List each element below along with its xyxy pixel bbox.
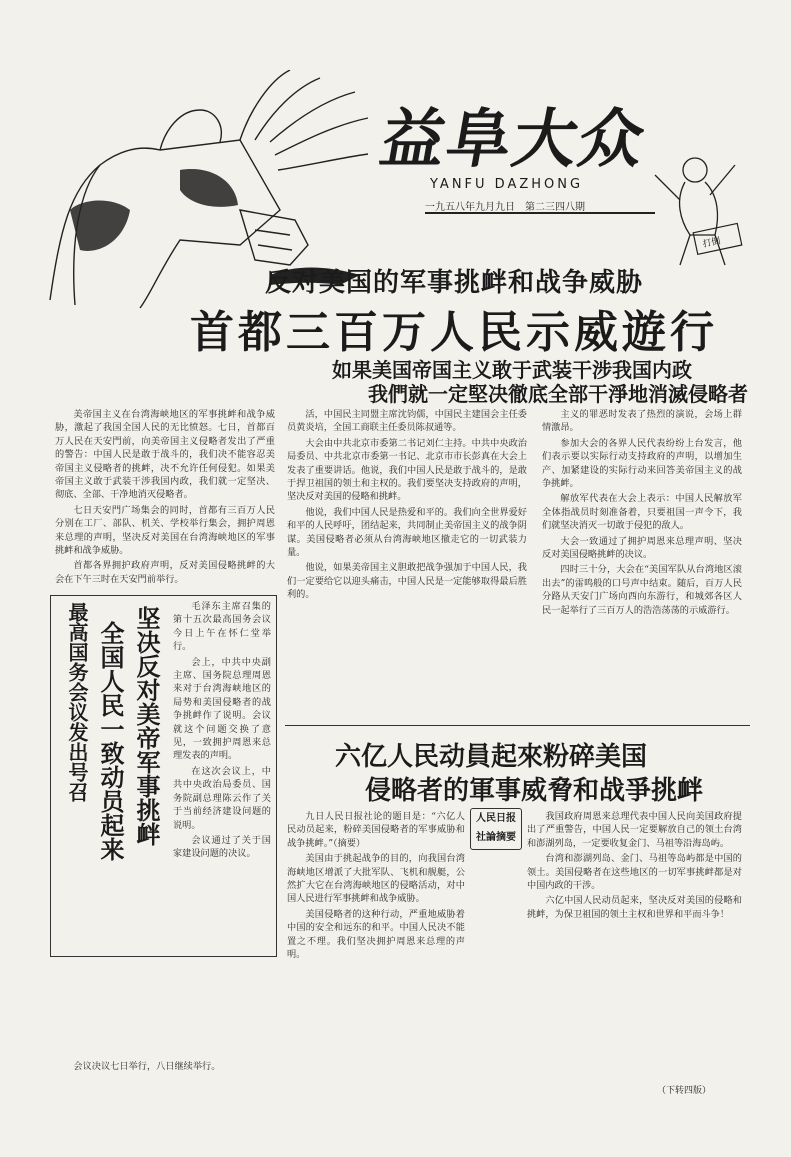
paragraph: 美国由于挑起战争的目的，向我国台湾海峡地区增派了大批军队、飞机和舰艇，公然扩大它在台湾海峡地区的侵略活动，对中国人民进行军事挑衅和战争威胁。 <box>287 853 465 905</box>
editorial-headline-2: 侵略者的軍事威脅和战爭挑衅 <box>365 776 704 806</box>
paragraph: 美国侵略者的这种行动，严重地威胁着中国的安全和远东的和平。中国人民决不能置之不理。我们坚决拥护周恩来总理的声明。 <box>287 908 465 961</box>
art-caption: 打倒 <box>701 236 722 250</box>
paragraph: 美帝国主义在台湾海峡地区的军事挑衅和战争威胁，激起了我国全国人民的无比愤怒。七日，首都百万人民在天安門前，向美帝国主义侵略者发出了严重的警告：中国人民是敢于战斗的，我们决不能容忍美帝国主义侵略者的挑衅，决不允许任何侵犯。如果美帝国主义敢于武装干涉我国内政，我们就一定坚决、彻底、全部、干净地消灭侵略者。 <box>55 409 275 501</box>
section-divider <box>285 725 750 726</box>
editorial-column-2 <box>527 810 742 1080</box>
bottom-left-note <box>55 1060 275 1080</box>
subheadline-1: 如果美国帝国主义敢于武装干涉我国内政 <box>332 358 692 382</box>
paragraph: 在这次会议上，中共中央政治局委员、国务院副总理陈云作了关于当前经济建设问题的说明。 <box>173 765 271 831</box>
paragraph: 毛泽东主席召集的第十五次最高国务会议今日上午在怀仁堂举行。 <box>173 601 271 653</box>
masthead-pinyin: YANFU DAZHONG <box>430 177 584 192</box>
paragraph: 六亿中国人民动员起来，坚决反对美国的侵略和挑衅，为保卫祖国的领土主权和世界和平而斗争！ <box>527 895 742 920</box>
paragraph: 首都各界拥护政府声明，反对美国侵略挑衅的大会在下午三时在天安門前举行。 <box>55 560 275 585</box>
paragraph: 活，中国民主同盟主席沈钧儒，中国民主建国会主任委员黄炎培，全国工商联主任委员陈叔通等。 <box>287 409 527 434</box>
box-headline-1: 坚决反对美帝军事挑衅 <box>132 606 161 846</box>
masthead-figure-illustration <box>640 140 745 270</box>
paragraph: 九日人民日报社论的题目是：“六亿人民动员起来，粉碎美国侵略者的军事威胁和战争挑衅。”（摘要） <box>287 811 465 849</box>
article-column-2 <box>287 408 527 728</box>
paragraph: 解放军代表在大会上表示：中国人民解放军全体指战员时刻准备着，只要祖国一声令下，我们就坚决消灭一切敢于侵犯的敌人。 <box>542 493 742 532</box>
editorial-column-1 <box>287 810 465 1095</box>
paragraph: 台湾和澎湖列岛、金门、马祖等岛屿都是中国的领土。美国侵略者在这些地区的一切军事挑衅都是对中国内政的干涉。 <box>527 853 742 892</box>
box-headline-3: 最高国务会议发出号召 <box>65 602 89 802</box>
masthead-title: 益阜大众 <box>374 102 652 177</box>
paragraph: 他说，如果美帝国主义胆敢把战争强加于中国人民，我们一定要给它以迎头痛击，中国人民是一定能够取得最后胜利的。 <box>287 562 527 601</box>
paragraph: 会议决议七日举行，八日继续举行。 <box>73 1061 221 1072</box>
box-headline-2: 全国人民一致动员起来 <box>96 621 125 861</box>
box-article-text <box>173 600 271 890</box>
paragraph: 主义的罪恶时发表了热烈的演说，会场上群情激昂。 <box>542 409 742 434</box>
kicker-headline: 反对美国的军事挑衅和战争威胁 <box>265 268 644 298</box>
state-council-box <box>50 595 277 957</box>
main-headline: 首都三百万人民示威遊行 <box>190 307 718 358</box>
editorial-stamp <box>470 808 522 850</box>
paragraph: 大会一致通过了拥护周恩来总理声明、坚决反对美国侵略挑衅的决议。 <box>542 535 742 561</box>
editorial-headline-1: 六亿人民动員起來粉碎美国 <box>335 742 648 772</box>
paragraph: 参加大会的各界人民代表纷纷上台发言，他们表示要以实际行动支持政府的声明，以增加生产、加紧建设的实际行动来回答美帝国主义的战争挑衅。 <box>542 437 742 490</box>
article-column-3 <box>542 408 742 713</box>
paragraph: 七日天安門广场集会的同时，首都有三百万人民分别在工厂、部队、机关、学校举行集会，拥护周恩来总理的声明，坚决反对美国在台湾海峡地区的军事挑衅和战争威胁。 <box>55 504 275 557</box>
paragraph: 我国政府周恩来总理代表中国人民向美国政府提出了严重警告，中国人民一定要解放自己的领土台湾和澎湖列岛，一定要收复金门、马祖等沿海岛屿。 <box>527 811 742 849</box>
paragraph: 大会由中共北京市委第二书记刘仁主持。中共中央政治局委员、中共北京市委第一书记、北京市市长彭真在大会上发表了重要讲话。他说，我们中国人民是敢于战斗的，是敢于捍卫祖国的领土和主权的。我们要坚决支持政府的声明，坚决反对美国的侵略和挑衅。 <box>287 437 527 503</box>
masthead-date-issue: 一九五八年九月九日 第二三四八期 <box>425 202 585 213</box>
stamp-line-2: 社論摘要 <box>476 832 516 843</box>
paragraph: 会上，中共中央副主席、国务院总理周恩来对于台湾海峡地区的局势和美国侵略者的战争挑衅作了说明。会议就这个问题交换了意见，一致拥护周恩来总理发表的声明。 <box>173 656 271 762</box>
article-column-1 <box>55 408 275 588</box>
stamp-line-1: 人民日报 <box>476 813 516 824</box>
paragraph: 他说，我们中国人民是热爱和平的。我们向全世界爱好和平的人民呼吁，团结起来，共同制止美帝国主义的战争阴谋。美国侵略者必须从台湾海峡地区撤走它的一切武装力量。 <box>287 506 527 559</box>
paragraph: 四时三十分，大会在“美国军队从台湾地区滚出去”的雷鸣般的口号声中结束。随后，百万人民分路从天安门广场向西向东游行，和城郊各区人民一起举行了三百万人的浩浩荡荡的示威游行。 <box>542 564 742 616</box>
subheadline-2: 我們就一定堅决徹底全部干淨地消滅侵略者 <box>368 382 748 406</box>
continued-note: （下转四版） <box>657 1086 712 1096</box>
paragraph: 会议通过了关于国家建设问题的决议。 <box>173 834 271 860</box>
